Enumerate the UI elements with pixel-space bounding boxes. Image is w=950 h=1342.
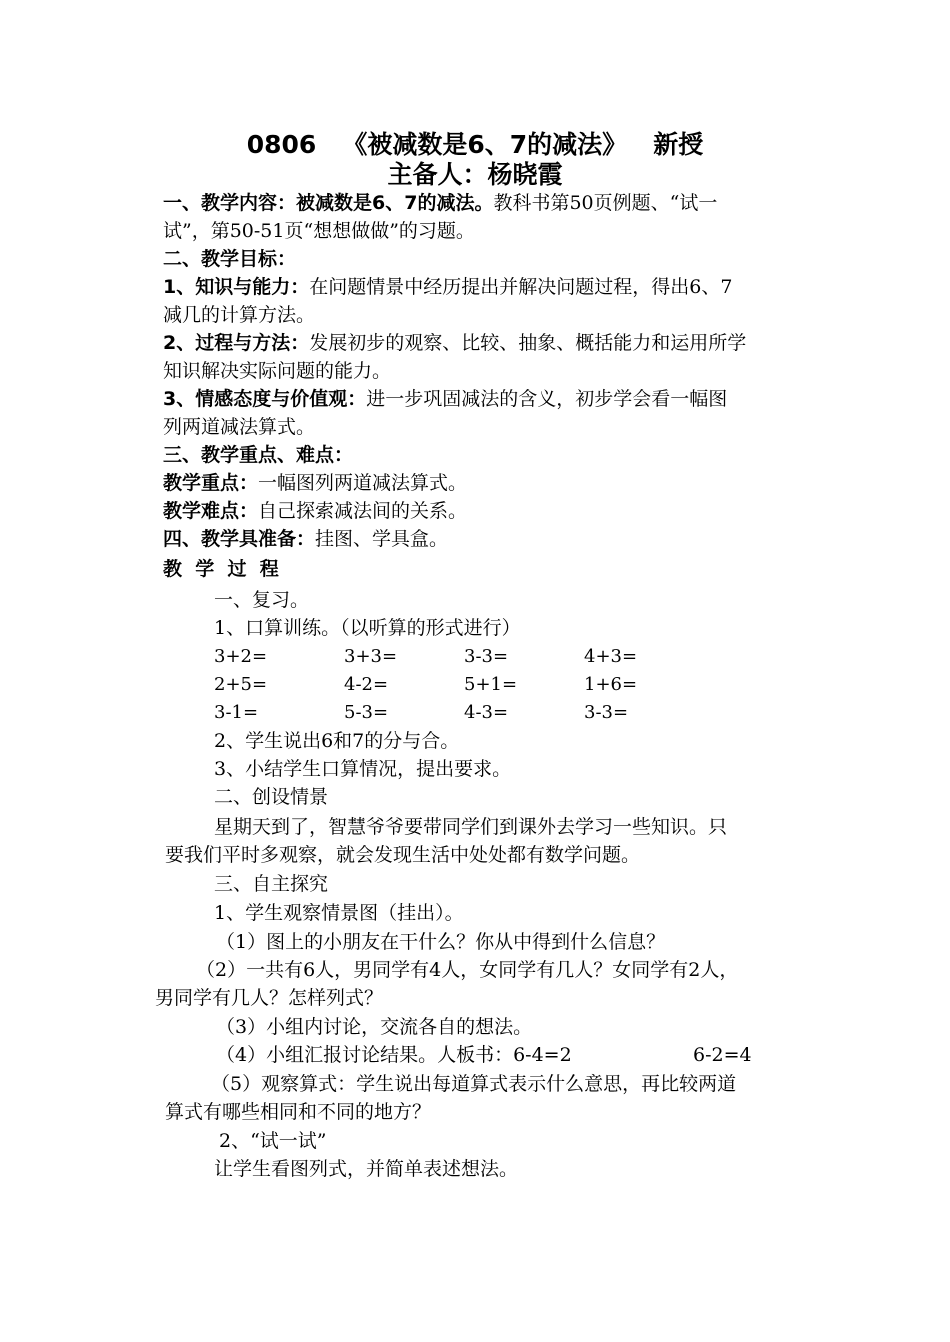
key-point-text: 一幅图列两道减法算式。 (258, 472, 468, 494)
goal-3-text-1: 进一步巩固减法的含义，初步学会看一幅图 (366, 388, 728, 410)
difficulty-label: 教学难点： (163, 500, 259, 522)
section-4-heading: 四、教学具准备： (163, 528, 316, 550)
process-heading: 教 学 过 程 (163, 558, 279, 580)
scene-heading: 二、创设情景 (214, 786, 329, 808)
explore-question-4: （4）小组汇报讨论结果。人板书：6-4=2 (216, 1044, 572, 1066)
calc-cell: 3-1= (214, 702, 259, 723)
explore-item-2: 2、“试一试” (219, 1130, 327, 1152)
section-1-heading: 一、教学内容：被减数是6、7的减法。 (163, 192, 494, 214)
goal-1-label: 1、知识与能力： (163, 276, 310, 298)
goal-3-label: 3、情感态度与价值观： (163, 388, 367, 410)
goal-1-line-1 (163, 274, 732, 300)
explore-question-2b: 男同学有几人？怎样列式？ (155, 987, 384, 1009)
review-item-1: 1、口算训练。（以听算的形式进行） (214, 617, 521, 639)
calc-cell: 3+3= (344, 646, 398, 667)
section-3-heading: 三、教学重点、难点： (163, 444, 354, 466)
goal-3-line-1 (163, 386, 727, 412)
explore-item-2-text: 让学生看图列式，并简单表述想法。 (214, 1158, 519, 1180)
explore-question-3: （3）小组内讨论，交流各自的想法。 (216, 1016, 533, 1038)
difficulty-text: 自己探索减法间的关系。 (258, 500, 468, 522)
goal-2-line-1 (163, 330, 746, 356)
goal-2-text-2: 知识解决实际问题的能力。 (163, 360, 392, 382)
explore-item-1: 1、学生观察情景图（挂出）。 (214, 902, 464, 924)
explore-question-5b: 算式有哪些相同和不同的地方？ (165, 1101, 432, 1123)
explore-question-4-equation: 6-2=4 (693, 1044, 752, 1066)
difficulty-line (163, 498, 467, 524)
section-1-text-2: 试”，第50-51页“想想做做”的习题。 (163, 220, 475, 242)
section-1-line-1 (163, 190, 717, 216)
goal-2-label: 2、过程与方法： (163, 332, 310, 354)
section-4-line (163, 526, 448, 552)
explore-question-1: （1）图上的小朋友在干什么？你从中得到什么信息？ (216, 931, 666, 953)
key-point-label: 教学重点： (163, 472, 259, 494)
scene-text-1: 星期天到了，智慧爷爷要带同学们到课外去学习一些知识。只 (214, 816, 728, 838)
goal-1-text-2: 减几的计算方法。 (163, 304, 316, 326)
calc-cell: 5+1= (464, 674, 518, 695)
calc-cell: 3-3= (584, 702, 629, 723)
explore-question-5a: （5）观察算式：学生说出每道算式表示什么意思，再比较两道 (211, 1073, 737, 1095)
review-item-3: 3、小结学生口算情况，提出要求。 (214, 758, 512, 780)
calc-cell: 2+5= (214, 674, 268, 695)
title-line-2: 主备人：杨晓霞 (387, 160, 563, 189)
calc-cell: 4-2= (344, 674, 389, 695)
title-line-1: 0806 《被减数是6、7的减法》 新授 (246, 130, 704, 159)
section-1-text-1: 教科书第50页例题、“试一 (493, 192, 718, 214)
calc-cell: 4-3= (464, 702, 509, 723)
key-point-line (163, 470, 467, 496)
calc-cell: 3-3= (464, 646, 509, 667)
review-item-2: 2、学生说出6和7的分与合。 (214, 730, 460, 752)
section-2-heading: 二、教学目标： (163, 248, 297, 270)
calc-cell: 3+2= (214, 646, 268, 667)
goal-3-text-2: 列两道减法算式。 (163, 416, 316, 438)
goal-1-text-1: 在问题情景中经历提出并解决问题过程，得出6、7 (309, 276, 733, 298)
section-4-text: 挂图、学具盒。 (315, 528, 449, 550)
explore-heading: 三、自主探究 (214, 873, 329, 895)
scene-text-2: 要我们平时多观察，就会发现生活中处处都有数学问题。 (165, 844, 641, 866)
review-heading: 一、复习。 (214, 589, 310, 611)
goal-2-text-1: 发展初步的观察、比较、抽象、概括能力和运用所学 (309, 332, 747, 354)
calc-cell: 5-3= (344, 702, 389, 723)
calc-cell: 4+3= (584, 646, 638, 667)
explore-question-2a: （2）一共有6人，男同学有4人，女同学有几人？女同学有2人， (196, 959, 739, 981)
calc-cell: 1+6= (584, 674, 638, 695)
